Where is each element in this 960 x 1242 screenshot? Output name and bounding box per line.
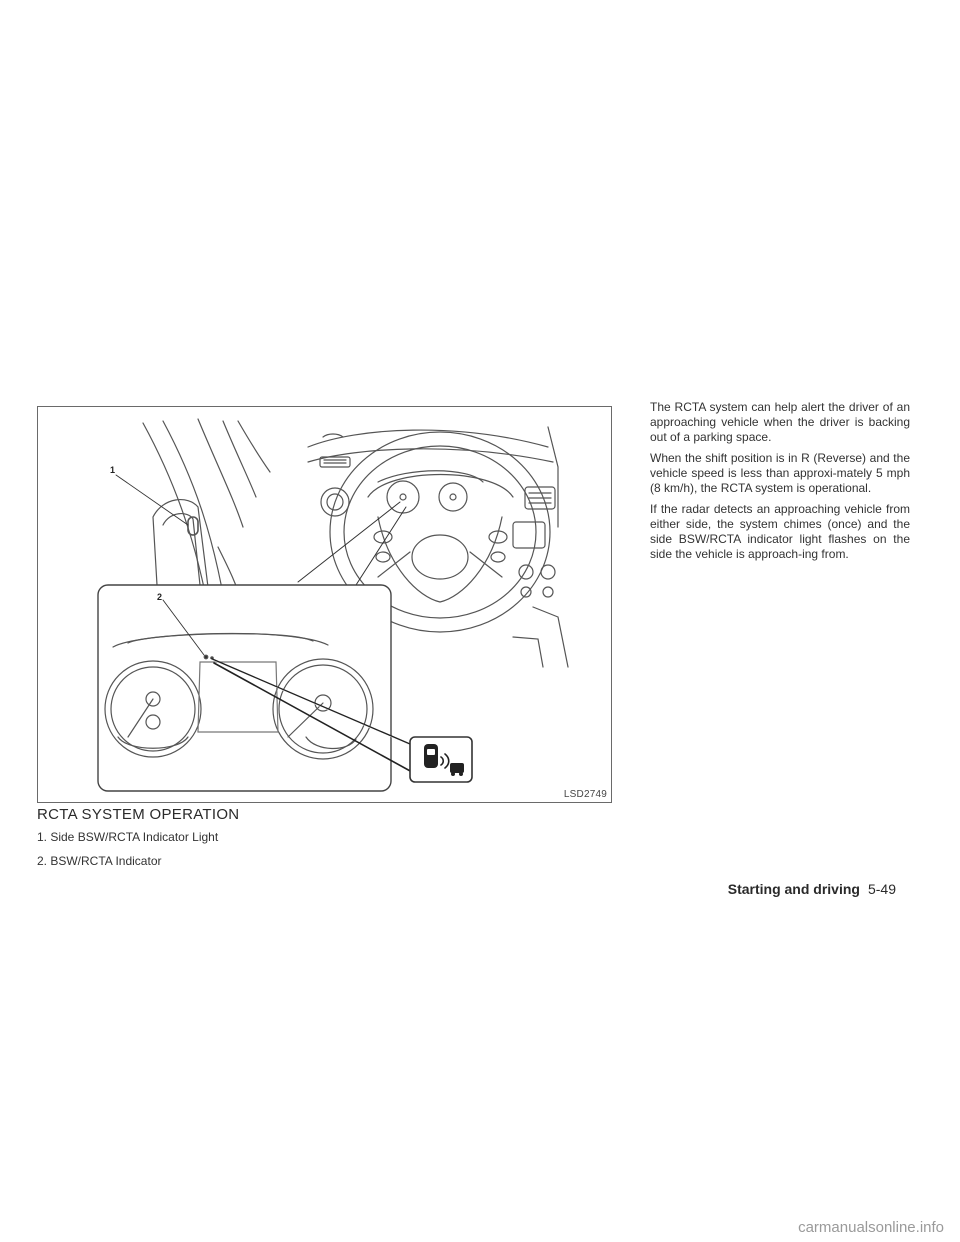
page-number: 5-49: [867, 881, 896, 897]
watermark: carmanualsonline.info: [798, 1219, 944, 1236]
footer-section: Starting and driving: [727, 881, 860, 897]
bsw-indicator-icon: [410, 737, 472, 782]
paragraph-2: When the shift position is in R (Reverse) and the vehicle speed is less than approxi-mately 5 mph (8 km/h), the RCTA system is operational.: [650, 451, 910, 495]
figure-legend: [37, 830, 218, 878]
figure-code: LSD2749: [563, 789, 607, 800]
callout-1-label: 1: [110, 465, 116, 475]
air-vents: [320, 457, 555, 516]
dashboard-illustration: [38, 407, 612, 803]
legend-item-2: 2. BSW/RCTA Indicator: [37, 854, 162, 868]
body-text: [650, 400, 910, 568]
illustration-figure: [37, 406, 612, 803]
paragraph-3: If the radar detects an approaching vehicle from either side, the system chimes (once) and the side BSW/RCTA indicator light flashes on the side the vehicle is approach-ing from.: [650, 502, 910, 561]
section-title: RCTA SYSTEM OPERATION: [37, 806, 240, 823]
callout-2-label: 2: [157, 592, 163, 602]
center-console: [513, 522, 568, 667]
paragraph-1: The RCTA system can help alert the driver of an approaching vehicle when the driver is backing out of a parking space.: [650, 400, 910, 444]
steering-buttons: [374, 531, 507, 562]
page-footer: [728, 881, 896, 897]
legend-item-1: 1. Side BSW/RCTA Indicator Light: [37, 830, 219, 844]
cluster-inset: [98, 585, 412, 791]
